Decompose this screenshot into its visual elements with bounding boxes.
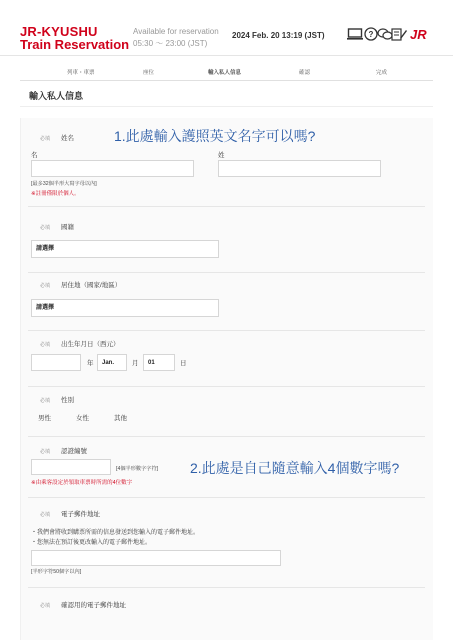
name-warning: ※註冊僅限於個人。 — [31, 191, 80, 197]
page-title: 輸入私人信息 — [29, 91, 84, 101]
section-divider — [28, 587, 425, 588]
required-tag: 必填 — [40, 283, 51, 289]
family-name-input[interactable] — [218, 160, 381, 177]
section-divider — [28, 497, 425, 498]
steps-divider — [20, 80, 433, 81]
brand-line2[interactable]: Train Reservation — [20, 37, 130, 52]
required-tag: 必填 — [40, 398, 51, 404]
gender-option-male[interactable]: 男性 — [38, 415, 51, 422]
family-name-label: 姓 — [218, 152, 225, 159]
email-label: 電子郵件地址 — [61, 511, 100, 518]
monitor-icon[interactable] — [347, 27, 363, 41]
given-name-input[interactable] — [31, 160, 194, 177]
gender-option-female[interactable]: 女性 — [76, 415, 89, 422]
title-divider — [20, 106, 433, 107]
current-datetime: 2024 Feb. 20 13:19 (JST) — [232, 31, 325, 40]
required-tag: 必填 — [40, 449, 51, 455]
auth-code-input[interactable] — [31, 459, 111, 475]
name-label: 姓名 — [61, 135, 74, 142]
birth-year-input[interactable] — [31, 354, 81, 371]
auth-code-label: 認證編號 — [61, 448, 87, 455]
step-personal-info: 輸入私人信息 — [208, 70, 242, 76]
section-divider — [28, 330, 425, 331]
birth-month-select[interactable]: Jan. — [97, 354, 127, 371]
birth-day-select[interactable]: 01 — [143, 354, 175, 371]
nationality-select[interactable]: 請選擇 — [31, 240, 219, 258]
email-note-2: ・您無法在預訂後更改輸入的電子郵件地址。 — [31, 540, 152, 546]
email-hint: [半形字符50個字以內] — [31, 569, 82, 575]
required-tag: 必填 — [40, 603, 51, 609]
section-divider — [28, 206, 425, 207]
required-tag: 必填 — [40, 342, 51, 348]
given-name-label: 名 — [31, 152, 38, 159]
step-train-ticket: 列車・車票 — [67, 70, 95, 76]
jr-logo-icon[interactable] — [410, 27, 432, 41]
annotation-auth-code-question: 2.此處是自己隨意輸入4個數字嗎? — [190, 460, 400, 476]
email-confirm-label: 確認用的電子郵件地址 — [61, 602, 126, 609]
step-confirm: 確認 — [299, 70, 311, 76]
nationality-label: 國籍 — [61, 224, 74, 231]
email-input[interactable] — [31, 550, 281, 566]
step-seat: 座位 — [143, 70, 155, 76]
required-tag: 必填 — [40, 136, 51, 142]
auth-code-hint: [4個半形數字字符] — [116, 466, 159, 472]
auth-code-warning: ※由乘客設定於領取車票時所需的4位數字 — [31, 480, 133, 486]
birthdate-label: 出生年月日（西元） — [61, 341, 120, 348]
month-label: 月 — [132, 360, 139, 367]
availability-label: Available for reservation — [133, 27, 219, 36]
section-divider — [28, 436, 425, 437]
gender-label: 性別 — [61, 397, 74, 404]
required-tag: 必填 — [40, 512, 51, 518]
svg-text:JR: JR — [410, 27, 427, 41]
section-divider — [28, 272, 425, 273]
section-divider — [28, 386, 425, 387]
app-header — [0, 0, 453, 56]
residence-label: 居住地（國家/地區） — [61, 282, 122, 289]
annotation-name-question: 1.此處輸入護照英文名字可以嗎? — [114, 128, 316, 144]
svg-text:?: ? — [368, 30, 374, 39]
email-note-1: ・我們會將收到購票所需的信息發送到您輸入的電子郵件地址。 — [31, 530, 200, 536]
gender-option-other[interactable]: 其他 — [114, 415, 127, 422]
progress-steps — [0, 64, 453, 80]
brand-line1[interactable]: JR-KYUSHU — [20, 24, 98, 39]
edit-icon[interactable] — [391, 27, 407, 41]
availability-hours: 05:30 ～ 23:00 (JST) — [133, 39, 208, 48]
step-complete: 完成 — [376, 70, 388, 76]
residence-select[interactable]: 請選擇 — [31, 299, 219, 317]
year-label: 年 — [87, 360, 94, 367]
day-label: 日 — [180, 360, 187, 367]
required-tag: 必填 — [40, 225, 51, 231]
name-hint: [最多32個半形大寫字母以內] — [31, 181, 97, 187]
